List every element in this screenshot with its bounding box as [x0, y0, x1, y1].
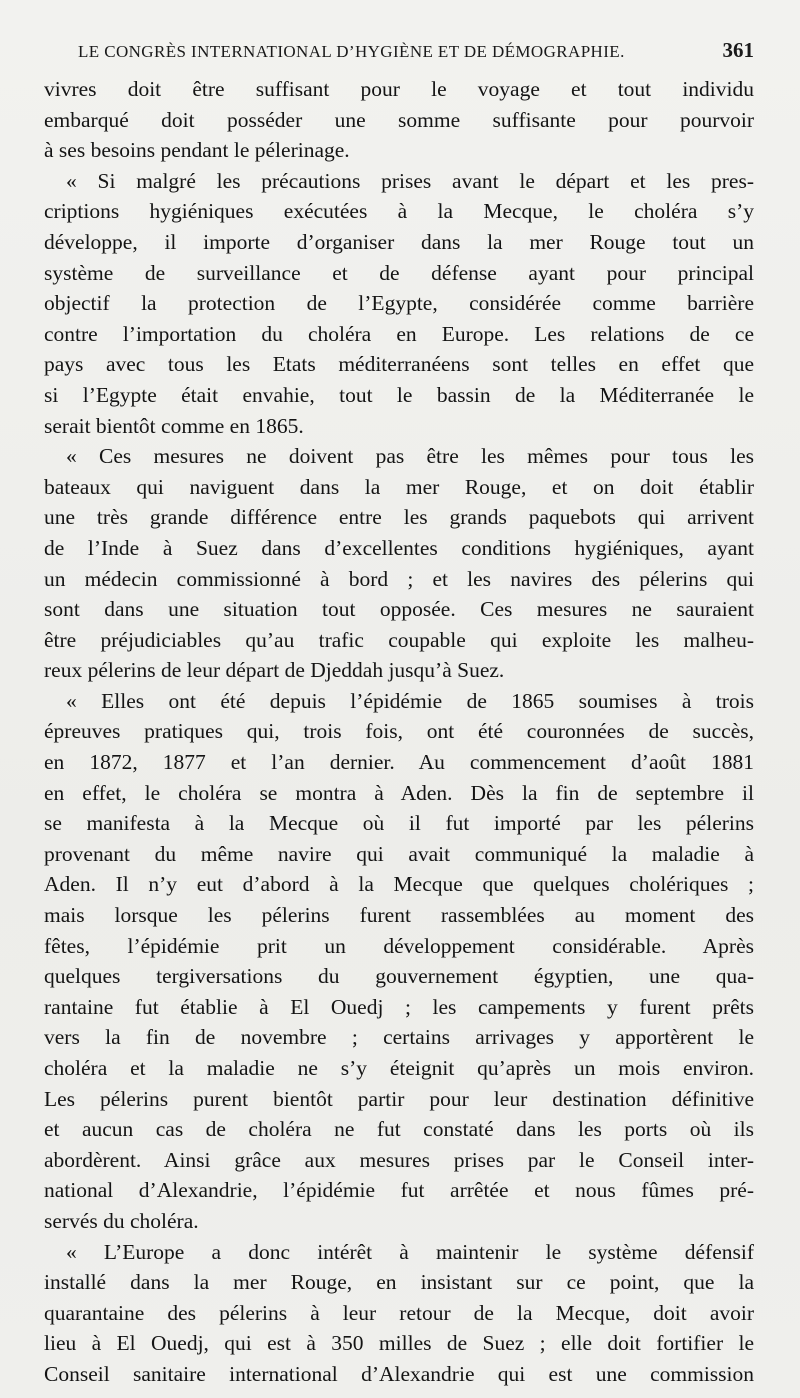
text-line: servés du choléra. — [44, 1208, 199, 1233]
text-line: vivres doit être suffisant pour le voyage et tout individu — [44, 77, 754, 101]
text-line: Conseil sanitaire international d’Alexandrie qui est une commission — [44, 1361, 754, 1386]
text-line: une très grande différence entre les grands paquebots qui arrivent — [44, 505, 754, 530]
text-line: provenant du même navire qui avait communiqué la maladie à — [44, 841, 754, 866]
body-text — [44, 74, 754, 1390]
text-line: installé dans la mer Rouge, en insistant sur ce point, que la — [44, 1270, 754, 1295]
text-line: embarqué doit posséder une somme suffisante pour pourvoir — [44, 107, 754, 132]
text-line: rantaine fut établie à El Ouedj ; les campements y furent prêts — [44, 994, 754, 1019]
text-line: « L’Europe a donc intérêt à maintenir le système défensif — [66, 1239, 754, 1264]
text-line: national d’Alexandrie, l’épidémie fut arrêtée et nous fûmes pré- — [44, 1178, 754, 1203]
text-line: objectif la protection de l’Egypte, considérée comme barrière — [44, 291, 754, 316]
text-line: bateaux qui naviguent dans la mer Rouge, et on doit établir — [44, 474, 754, 499]
text-line: lieu à El Ouedj, qui est à 350 milles de Suez ; elle doit fortifier le — [44, 1331, 754, 1356]
page-number: 361 — [722, 38, 754, 62]
running-title: LE CONGRÈS INTERNATIONAL D’HYGIÈNE ET DE DÉMOGRAPHIE. — [78, 42, 625, 61]
text-line: contre l’importation du choléra en Europe. Les relations de ce — [44, 321, 754, 346]
text-line: vers la fin de novembre ; certains arrivages y apportèrent le — [44, 1025, 754, 1050]
text-line: si l’Egypte était envahie, tout le bassin de la Méditerranée le — [44, 382, 754, 407]
text-line: en 1872, 1877 et l’an dernier. Au commencement d’août 1881 — [44, 750, 754, 775]
text-line: « Ces mesures ne doivent pas être les mêmes pour tous les — [66, 444, 754, 469]
text-line: à ses besoins pendant le pélerinage. — [44, 138, 350, 163]
running-head — [78, 38, 754, 68]
text-line: système de surveillance et de défense ayant pour principal — [44, 260, 754, 285]
text-line: en effet, le choléra se montra à Aden. Dès la fin de septembre il — [44, 780, 754, 805]
text-line: Aden. Il n’y eut d’abord à la Mecque que quelques cholériques ; — [44, 872, 754, 897]
text-line: criptions hygiéniques exécutées à la Mecque, le choléra s’y — [44, 199, 754, 224]
text-line: développe, il importe d’organiser dans la mer Rouge tout un — [44, 229, 754, 254]
text-line: pays avec tous les Etats méditerranéens sont telles en effet que — [44, 352, 754, 377]
text-line: se manifesta à la Mecque où il fut importé par les pélerins — [44, 811, 754, 836]
text-line: sont dans une situation tout opposée. Ces mesures ne sauraient — [44, 597, 754, 622]
text-line: quelques tergiversations du gouvernement égyptien, une qua- — [44, 964, 754, 989]
text-line: quarantaine des pélerins à leur retour de la Mecque, doit avoir — [44, 1300, 754, 1325]
text-line: fêtes, l’épidémie prit un développement considérable. Après — [44, 933, 754, 958]
text-line: de l’Inde à Suez dans d’excellentes conditions hygiéniques, ayant — [44, 535, 754, 560]
text-line: abordèrent. Ainsi grâce aux mesures prises par le Conseil inter- — [44, 1147, 754, 1172]
text-line: « Elles ont été depuis l’épidémie de 1865 soumises à trois — [66, 688, 754, 713]
text-line: serait bientôt comme en 1865. — [44, 413, 304, 438]
text-line: être préjudiciables qu’au trafic coupable qui exploite les malheu- — [44, 627, 754, 652]
text-line: un médecin commissionné à bord ; et les navires des pélerins qui — [44, 566, 754, 591]
text-line: reux pélerins de leur départ de Djeddah jusqu’à Suez. — [44, 658, 505, 683]
text-line: mais lorsque les pélerins furent rassemblées au moment des — [44, 903, 754, 928]
text-line: « Si malgré les précautions prises avant le départ et les pres- — [66, 168, 754, 193]
text-line: épreuves pratiques qui, trois fois, ont été couronnées de succès, — [44, 719, 754, 744]
text-line: Les pélerins purent bientôt partir pour leur destination définitive — [44, 1086, 754, 1111]
text-line: choléra et la maladie ne s’y éteignit qu’après un mois environ. — [44, 1056, 754, 1080]
text-line: et aucun cas de choléra ne fut constaté dans les ports où ils — [44, 1117, 754, 1142]
